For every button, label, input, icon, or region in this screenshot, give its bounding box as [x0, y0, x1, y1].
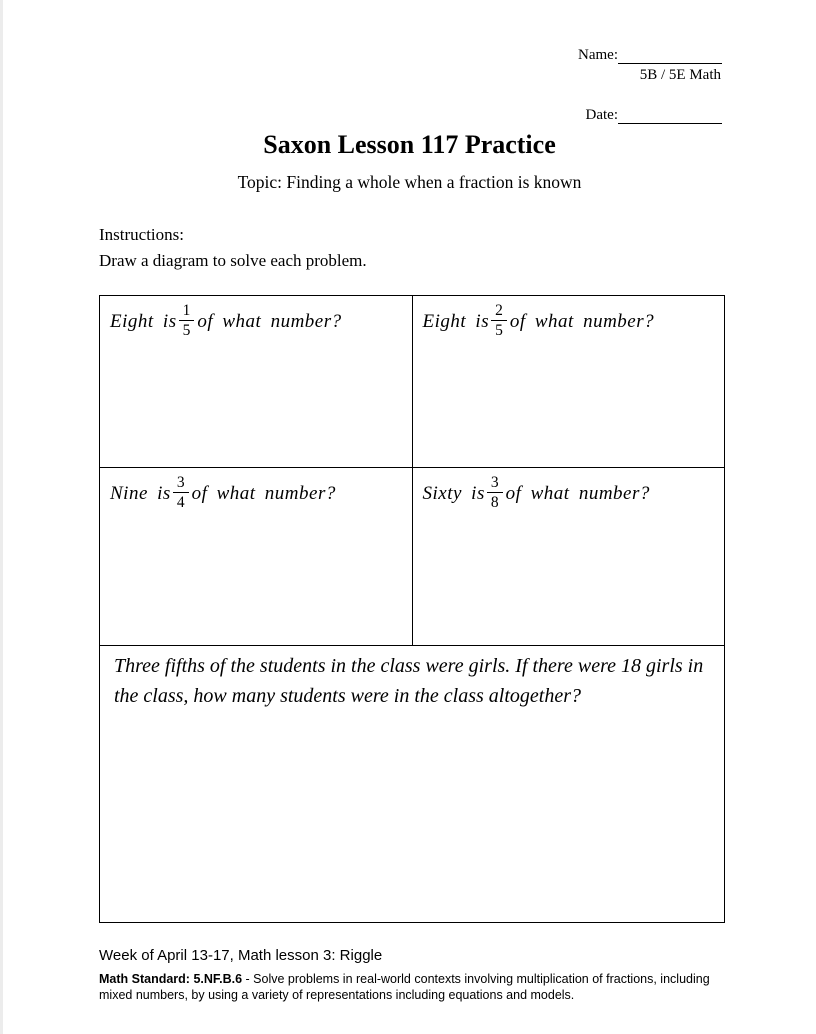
fraction — [491, 302, 507, 339]
problem-text — [110, 476, 402, 513]
word-problem-cell[interactable] — [100, 646, 725, 923]
problem-cell[interactable] — [100, 296, 413, 468]
problem-row-1 — [100, 296, 725, 468]
problem-cell[interactable] — [412, 468, 725, 646]
problem-prefix: Eight is — [422, 310, 490, 332]
fraction-numerator: 2 — [491, 302, 507, 321]
name-field-row — [462, 46, 722, 64]
class-label: 5B / 5E Math — [639, 67, 721, 83]
page-title: Saxon Lesson 117 Practice — [263, 130, 556, 159]
fraction-denominator: 5 — [182, 322, 191, 340]
name-blank-line[interactable] — [618, 48, 722, 64]
problem-text — [110, 304, 402, 341]
problem-suffix: of what number? — [505, 482, 650, 504]
problem-cell[interactable] — [412, 296, 725, 468]
footer — [99, 946, 727, 1003]
math-standard-label: Math Standard: 5.NF.B.6 — [99, 972, 243, 986]
problem-text — [423, 476, 715, 513]
problem-text — [423, 304, 715, 341]
page-subtitle: Topic: Finding a whole when a fraction is known — [237, 172, 582, 192]
week-line: Week of April 13-17, Math lesson 3: Riggle — [99, 947, 383, 964]
date-label: Date: — [585, 107, 618, 123]
date-blank-line[interactable] — [618, 108, 722, 124]
fraction-numerator: 3 — [487, 474, 503, 493]
problem-suffix: of what number? — [509, 310, 655, 332]
fraction-denominator: 5 — [495, 322, 503, 340]
fraction-numerator: 3 — [173, 474, 189, 493]
fraction-denominator: 8 — [490, 494, 499, 512]
fraction-denominator: 4 — [176, 494, 185, 512]
instructions-body: Draw a diagram to solve each problem. — [99, 251, 367, 270]
fraction — [179, 302, 195, 339]
instructions — [99, 222, 367, 274]
header-fields — [462, 46, 722, 124]
fraction — [173, 474, 189, 511]
problem-row-2 — [100, 468, 725, 646]
problem-suffix: of what number? — [197, 310, 342, 332]
math-standard-text: - Solve problems in real-world contexts involving multiplication of fractions, including mixed numbers, by using a variety of representations including equations and models. — [99, 972, 710, 1002]
word-problem-row — [100, 646, 725, 923]
word-problem-text: Three fifths of the students in the class were girls. If there were 18 girls in the class, how many students were in the class altogether? — [114, 655, 704, 707]
problem-prefix: Eight is — [110, 310, 177, 332]
problem-grid — [99, 295, 725, 923]
name-label: Name: — [578, 47, 618, 63]
problem-prefix: Nine is — [110, 482, 171, 504]
fraction — [487, 474, 503, 511]
problem-cell[interactable] — [100, 468, 413, 646]
problem-prefix: Sixty is — [422, 482, 485, 504]
problem-suffix: of what number? — [191, 482, 336, 504]
fraction-numerator: 1 — [179, 302, 195, 321]
date-field-row — [462, 106, 722, 124]
instructions-heading: Instructions: — [99, 225, 184, 244]
math-standard-line — [99, 972, 727, 1003]
